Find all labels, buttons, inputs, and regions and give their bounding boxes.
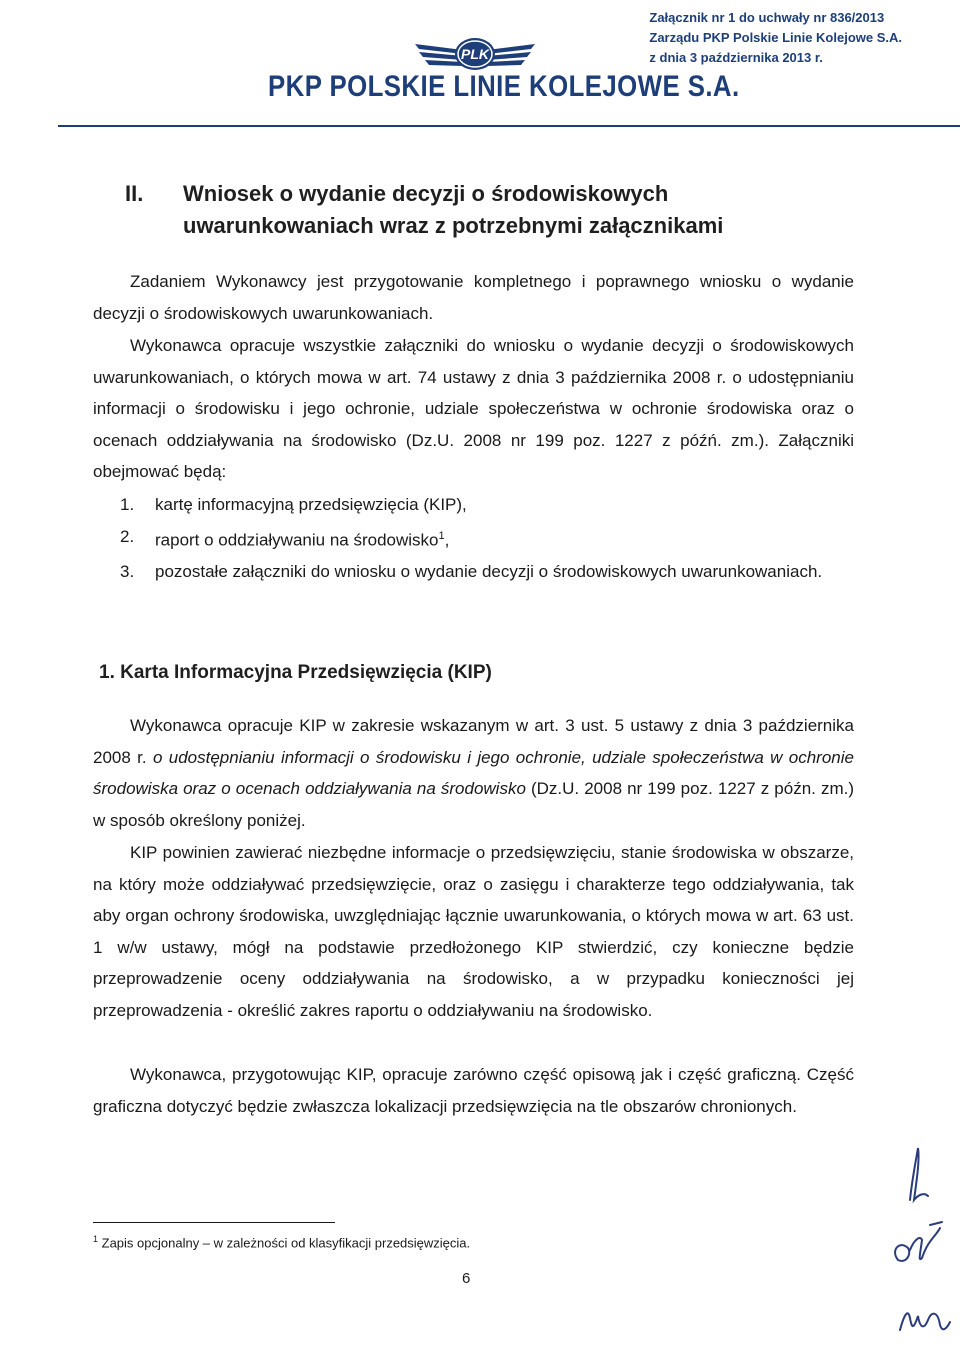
list-item: [120, 489, 854, 521]
logo-text: PLK: [461, 46, 489, 62]
intro-paragraph-2: Wykonawca opracuje wszystkie załączniki do wniosku o wydanie decyzji o środowiskowych uwarunkowaniach, o których mowa w art. 74 ustawy z dnia 3 października 2008 r. o udostępnianiu informacji o środowisku i jego ochronie, udziale społeczeństwa w ochronie środowiska oraz o ocenach oddziaływania na środowisko (Dz.U. 2008 nr 199 poz. 1227 z późń. zm.). Załączniki obejmować będą:: [93, 336, 854, 481]
company-name: PKP POLSKIE LINIE KOLEJOWE S.A.: [268, 70, 740, 103]
act-title: o udostępnianiu informacji o środowisku i jego ochronie, udziale społeczeństwa w ochronie środowiska oraz o ocenach oddziaływania na środowisko: [93, 747, 854, 798]
header-divider: [58, 125, 960, 127]
section-title: Wniosek o wydanie decyzji o środowiskowych uwarunkowaniach wraz z potrzebnymi załącznikami: [183, 181, 724, 238]
footnote: [93, 1234, 470, 1250]
resolution-line-2: Zarządu PKP Polskie Linie Kolejowe S.A.: [649, 30, 902, 45]
footnote-reference: 1: [438, 529, 445, 542]
list-item-number: 2.: [120, 526, 135, 546]
subsection-heading: [99, 657, 492, 689]
list-item-text: raport o oddziaływaniu na środowisko: [155, 530, 439, 550]
resolution-note: [649, 8, 902, 68]
subsection-number: 1.: [99, 662, 115, 683]
attachments-list: [120, 489, 854, 587]
intro-paragraph-1: Zadaniem Wykonawcy jest przygotowanie kompletnego i poprawnego wniosku o wydanie decyzji o środowiskowych uwarunkowaniach.: [93, 272, 854, 323]
footnote-divider: [93, 1222, 335, 1223]
resolution-line-3: z dnia 3 października 2013 r.: [649, 50, 823, 65]
footnote-mark: 1: [93, 1234, 99, 1244]
kip-paragraph-1-lead: Wykonawca opracuje KIP w zakresie wskazanym w art. 3 ust. 5 ustawy z dnia 3 października 2008 r.: [93, 716, 854, 767]
section-number: II.: [125, 181, 144, 206]
subsection-title: Karta Informacyjna Przedsięwzięcia (KIP): [120, 662, 492, 683]
handwritten-initials: [880, 1140, 955, 1340]
page-number: 6: [462, 1270, 471, 1287]
kip-paragraph-3: Wykonawca, przygotowując KIP, opracuje zarówno część opisową jak i część graficzną. Część graficzna dotyczyć będzie zwłaszcza lokalizacji przedsięwzięcia na tle obszarów chronionych.: [93, 1065, 854, 1116]
kip-paragraph-1-tail: (Dz.U. 2008 nr 199 poz. 1227 z późn. zm.) w sposób określony poniżej.: [93, 779, 854, 830]
kip-paragraph-2: KIP powinien zawierać niezbędne informacje o przedsięwzięciu, stanie środowiska w obszarze, na który może oddziaływać przedsięwzięcie, oraz o zasięgu i charakterze tego oddziaływania, tak aby organ ochrony środowiska, uwzględniając łącznie uwarunkowania, o których mowa w art. 63 ust. 1 w/w ustawy, mógł na podstawie przedłożonego KIP stwierdzić, czy konieczne będzie przeprowadzenie oceny oddziaływania na środowisko, a w przypadku konieczności jej przeprowadzenia - określić zakres raportu o oddziaływaniu na środowisko.: [93, 843, 854, 1020]
list-item-number: 3.: [120, 561, 135, 581]
resolution-line-1: Załącznik nr 1 do uchwały nr 836/2013: [649, 10, 885, 25]
list-item: [120, 556, 854, 588]
list-item-number: 1.: [120, 495, 135, 514]
list-item-text: kartę informacyjną przedsięwzięcia (KIP),: [155, 495, 467, 514]
list-item-suffix: ,: [444, 530, 450, 550]
footnote-text: Zapis opcjonalny – w zależności od klasyfikacji przedsięwzięcia.: [101, 1235, 471, 1251]
list-item: [120, 521, 854, 556]
list-item-text: pozostałe załączniki do wniosku o wydanie decyzji o środowiskowych uwarunkowaniach.: [155, 561, 823, 581]
kip-paragraph-1: [93, 710, 854, 836]
